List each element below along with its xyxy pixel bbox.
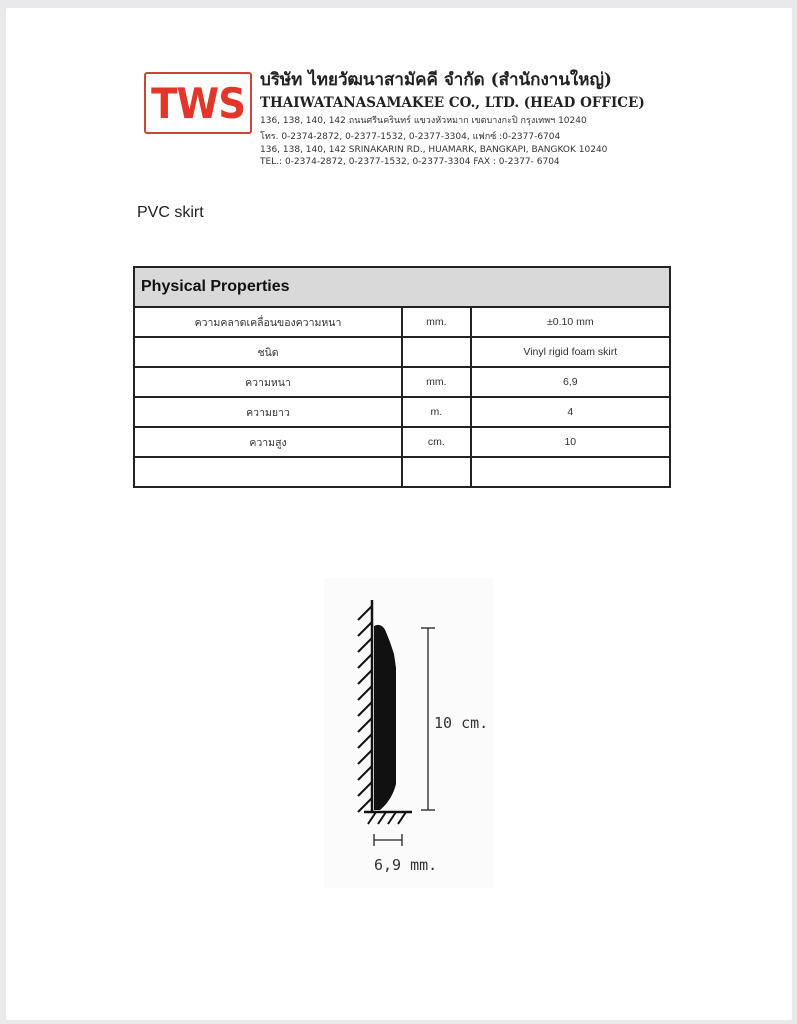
value-cell: ±0.10 mm: [471, 307, 670, 337]
property-cell: ชนิด: [134, 337, 402, 367]
table-header-row: [134, 267, 670, 307]
table-row: [134, 307, 670, 337]
company-logo: [144, 72, 252, 134]
height-label: 10 cm.: [434, 714, 489, 732]
unit-cell: mm.: [402, 307, 471, 337]
floor-hatching: [368, 812, 406, 824]
unit-cell: [402, 457, 471, 487]
value-cell: 4: [471, 397, 670, 427]
property-cell: [134, 457, 402, 487]
company-name-th: บริษัท ไทยวัฒนาสามัคคี จำกัด (สำนักงานใหญ่): [260, 70, 612, 90]
profile-drawing: [324, 578, 494, 888]
unit-cell: [402, 337, 471, 367]
property-cell: ความสูง: [134, 427, 402, 457]
table-row: [134, 337, 670, 367]
table-row: [134, 427, 670, 457]
wall-hatching: [358, 606, 372, 812]
phone-en: TEL.: 0-2374-2872, 0-2377-1532, 0-2377-3304 FAX : 0-2377- 6704: [260, 157, 560, 167]
letterhead-text: [260, 66, 690, 167]
skirt-profile-diagram: [324, 578, 494, 888]
table-row: [134, 367, 670, 397]
table-row: [134, 397, 670, 427]
logo-text: TWS: [150, 78, 246, 128]
value-cell: Vinyl rigid foam skirt: [471, 337, 670, 367]
document-title: PVC skirt: [137, 204, 204, 221]
skirt-profile: [374, 625, 396, 810]
thickness-label: 6,9 mm.: [374, 856, 438, 874]
property-cell: ความยาว: [134, 397, 402, 427]
company-name-en: THAIWATANASAMAKEE CO., LTD. (HEAD OFFICE): [260, 95, 645, 111]
unit-cell: mm.: [402, 367, 471, 397]
property-cell: ความหนา: [134, 367, 402, 397]
address-en: 136, 138, 140, 142 SRINAKARIN RD., HUAMARK, BANGKAPI, BANGKOK 10240: [260, 145, 608, 155]
properties-table: [133, 266, 671, 488]
unit-cell: cm.: [402, 427, 471, 457]
table-header: Physical Properties: [134, 267, 670, 307]
value-cell: 6,9: [471, 367, 670, 397]
value-cell: 10: [471, 427, 670, 457]
document-page: [6, 8, 792, 1020]
value-cell: [471, 457, 670, 487]
letterhead: [134, 60, 694, 170]
phone-th: โทร. 0-2374-2872, 0-2377-1532, 0-2377-3304, แฟกซ์ :0-2377-6704: [260, 132, 561, 142]
unit-cell: m.: [402, 397, 471, 427]
table-row: [134, 457, 670, 487]
property-cell: ความคลาดเคลื่อนของความหนา: [134, 307, 402, 337]
address-th: 136, 138, 140, 142 ถนนศรีนครินทร์ แขวงหัวหมาก เขตบางกะปิ กรุงเทพฯ 10240: [260, 116, 587, 126]
